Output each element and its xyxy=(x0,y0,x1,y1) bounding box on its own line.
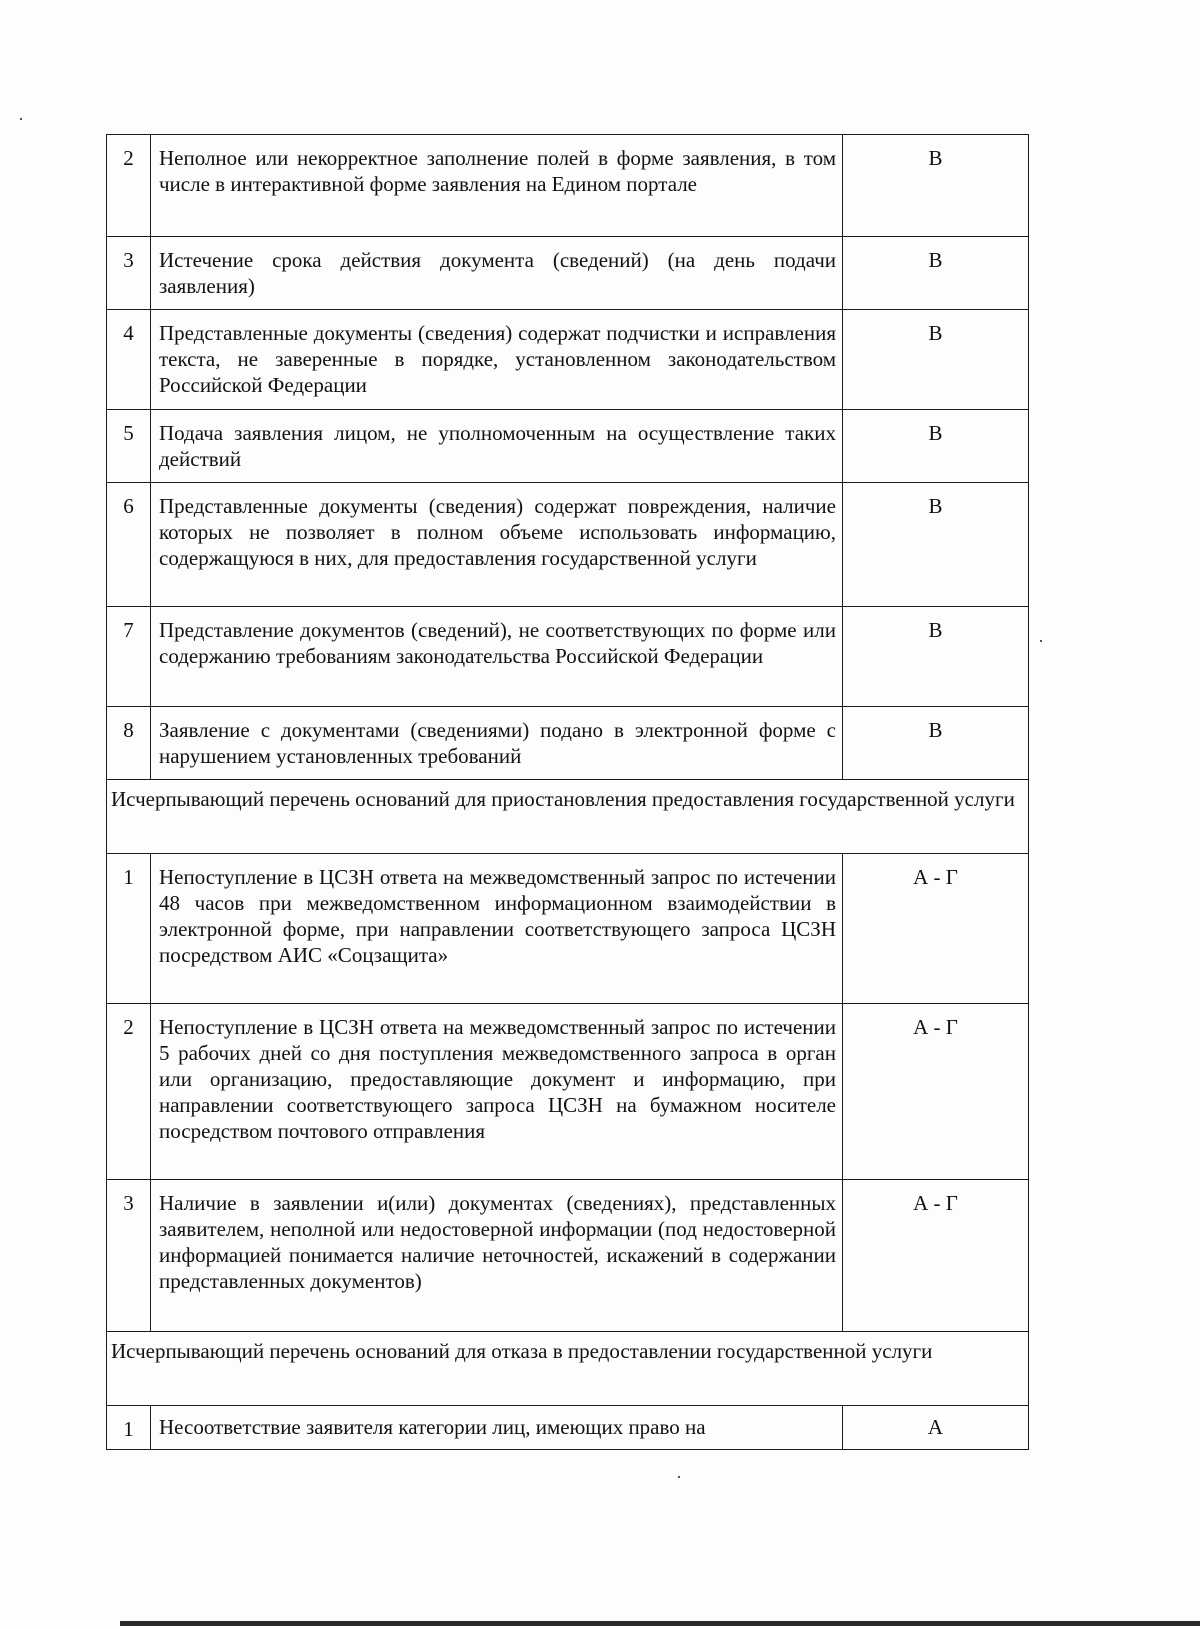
scan-speck xyxy=(20,118,22,120)
row-code: В xyxy=(928,146,943,170)
scan-speck xyxy=(1040,640,1042,642)
table-row xyxy=(107,607,1029,707)
row-text: Неполное или некорректное заполнение полей в форме заявления, в том числе в интерактивной форме заявления на Едином портале xyxy=(159,146,836,196)
row-code: А - Г xyxy=(913,865,958,889)
row-number: 6 xyxy=(107,483,151,607)
table-row xyxy=(107,1180,1029,1332)
row-code: В xyxy=(928,618,943,642)
row-code: В xyxy=(928,421,943,445)
row-text: Наличие в заявлении и(или) документах (сведениях), представленных заявителем, неполной или недостоверной информации (под недостоверной информацией понимается наличие неточностей, искажений в содержании представленных документов) xyxy=(159,1191,836,1293)
row-number: 3 xyxy=(107,1180,151,1332)
table-row xyxy=(107,310,1029,410)
row-number: 8 xyxy=(107,707,151,780)
scan-speck xyxy=(678,1476,680,1478)
row-number: 3 xyxy=(107,237,151,310)
row-number: 2 xyxy=(107,1004,151,1180)
row-number: 2 xyxy=(107,135,151,237)
row-text: Истечение срока действия документа (сведений) (на день подачи заявления) xyxy=(159,248,836,298)
row-text: Подача заявления лицом, не уполномоченным на осуществление таких действий xyxy=(159,421,836,471)
row-code: А - Г xyxy=(913,1015,958,1039)
table-row xyxy=(107,483,1029,607)
table-row xyxy=(107,1004,1029,1180)
row-text: Представление документов (сведений), не соответствующих по форме или содержанию требованиям законодательства Российской Федерации xyxy=(159,618,836,668)
row-text: Непоступление в ЦСЗН ответа на межведомственный запрос по истечении 48 часов при межведомственном информационном взаимодействии в электронной форме, при направлении соответствующего запроса ЦСЗН посредством АИС «Соцзащита» xyxy=(159,865,836,967)
row-code: В xyxy=(928,248,943,272)
table-row xyxy=(107,237,1029,310)
grounds-table xyxy=(106,134,1029,1450)
table-row xyxy=(107,1406,1029,1450)
table-row xyxy=(107,707,1029,780)
section-heading-row xyxy=(107,1332,1029,1406)
scan-edge-line xyxy=(120,1621,1200,1626)
row-text: Представленные документы (сведения) содержат подчистки и исправления текста, не заверенные в порядке, установленном законодательством Российской Федерации xyxy=(159,321,836,397)
row-number: 5 xyxy=(107,410,151,483)
row-code: А - Г xyxy=(913,1191,958,1215)
section-heading-refusal: Исчерпывающий перечень оснований для отказа в предоставлении государственной услуги xyxy=(111,1339,933,1363)
row-text: Представленные документы (сведения) содержат повреждения, наличие которых не позволяет в полном объеме использовать информацию, содержащуюся в них, для предоставления государственной услуги xyxy=(159,494,836,570)
row-number: 4 xyxy=(107,310,151,410)
section-heading-suspension: Исчерпывающий перечень оснований для приостановления предоставления государственной услуги xyxy=(111,787,1015,811)
table-row xyxy=(107,854,1029,1004)
row-code: В xyxy=(928,718,943,742)
row-number: 7 xyxy=(107,607,151,707)
table-row xyxy=(107,410,1029,483)
section-heading-row xyxy=(107,780,1029,854)
row-text: Заявление с документами (сведениями) подано в электронной форме с нарушением установленных требований xyxy=(159,718,836,768)
table-row xyxy=(107,135,1029,237)
row-code: В xyxy=(928,494,943,518)
row-number: 1 xyxy=(107,1406,151,1450)
row-text: Несоответствие заявителя категории лиц, имеющих право на xyxy=(159,1415,706,1439)
row-text: Непоступление в ЦСЗН ответа на межведомственный запрос по истечении 5 рабочих дней со дня поступления межведомственного запроса в орган или организацию, предоставляющие документ и информацию, при направлении соответствующего запроса ЦСЗН на бумажном носителе посредством почтового отправления xyxy=(159,1015,836,1143)
row-code: В xyxy=(928,321,943,345)
row-code: А xyxy=(927,1415,944,1439)
row-number: 1 xyxy=(107,854,151,1004)
